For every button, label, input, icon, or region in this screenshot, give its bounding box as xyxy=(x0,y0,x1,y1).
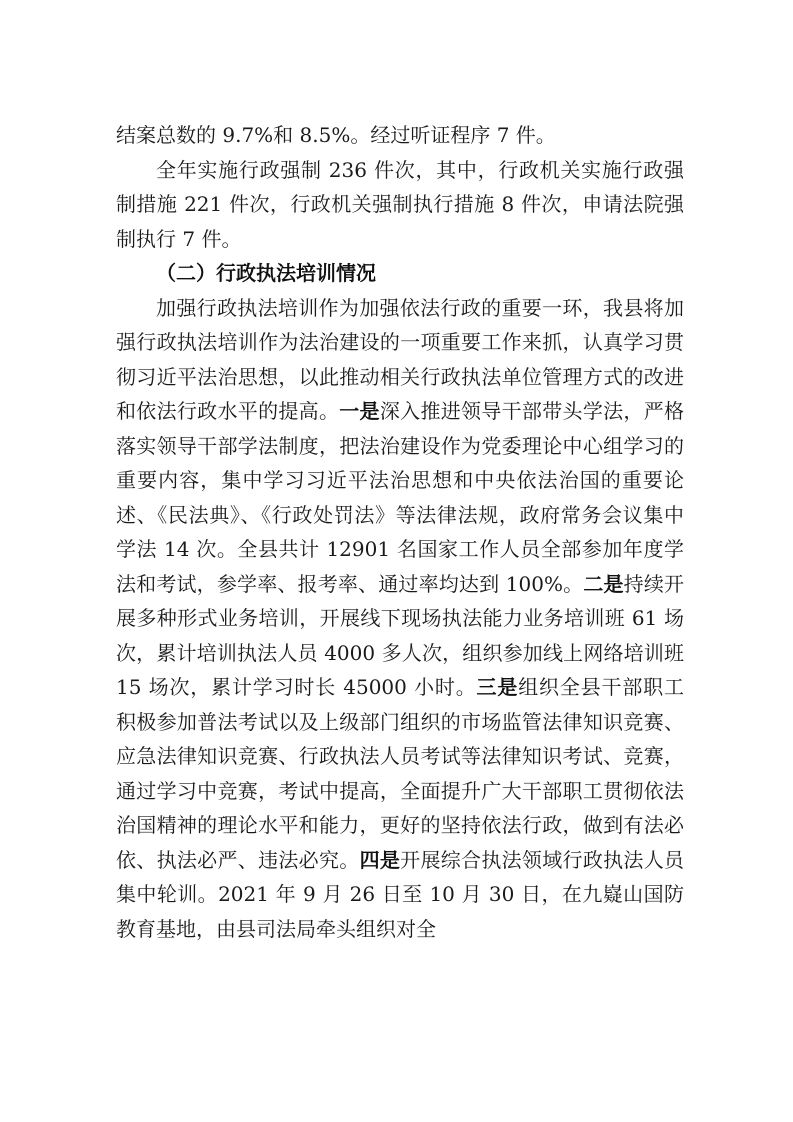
lead-first: 一是 xyxy=(339,399,380,423)
paragraph-training xyxy=(116,291,684,947)
training-item-1: 深入推进领导干部带头学法，严格落实领导干部学法制度，把法治建设作为党委理论中心组学习的重要内容，集中学习习近平法治思想和中央依法治国的重要论述、《民法典》、《行政处罚法》等法律法规，政府常务会议集中学法 14 次。全县共计 12901 名国家工作人员全部参加年度学法和考试，参学率、报考率、通过率均达到 100%。 xyxy=(116,399,685,596)
document-body xyxy=(116,118,684,946)
lead-second: 二是 xyxy=(583,571,624,596)
lead-third: 三是 xyxy=(476,675,519,699)
paragraph-administrative-enforcement: 全年实施行政强制 236 件次，其中，行政机关实施行政强制措施 221 件次，行政机关强制执行措施 8 件次，申请法院强制执行 7 件。 xyxy=(116,157,684,251)
training-item-3: 组织全县干部职工积极参加普法考试以及上级部门组织的市场监管法律知识竞赛、应急法律知识竞赛、行政执法人员考试等法律知识考试、竞赛，通过学习中竞赛，考试中提高，全面提升广大干部职工贯彻依法治国精神的理论水平和能力，更好的坚持依法行政，做到有法必依、执法必严、违法必究。 xyxy=(116,675,684,872)
training-intro: 加强行政执法培训作为加强依法行政的重要一环，我县将加强行政执法培训作为法治建设的一项重要工作来抓，认真学习贯彻习近平法治思想，以此推动相关行政执法单位管理方式的改进和依法行政水平的提高。 xyxy=(116,295,684,423)
section-heading: （二）行政执法培训情况 xyxy=(156,261,376,285)
paragraph-continuation: 结案总数的 9.7%和 8.5%。经过听证程序 7 件。 xyxy=(116,123,556,147)
lead-fourth: 四是 xyxy=(359,847,401,872)
training-item-4: 开展综合执法领域行政执法人员集中轮训。2021 年 9 月 26 日至 10 月 30 日，在九嶷山国防教育基地，由县司法局牵头组织对全 xyxy=(116,847,685,941)
training-item-2: 持续开展多种形式业务培训，开展线下现场执法能力业务培训班 61 场次，累计培训执法人员 4000 多人次，组织参加线上网络培训班 15 场次，累计学习时长 45000 小时。 xyxy=(116,571,684,699)
